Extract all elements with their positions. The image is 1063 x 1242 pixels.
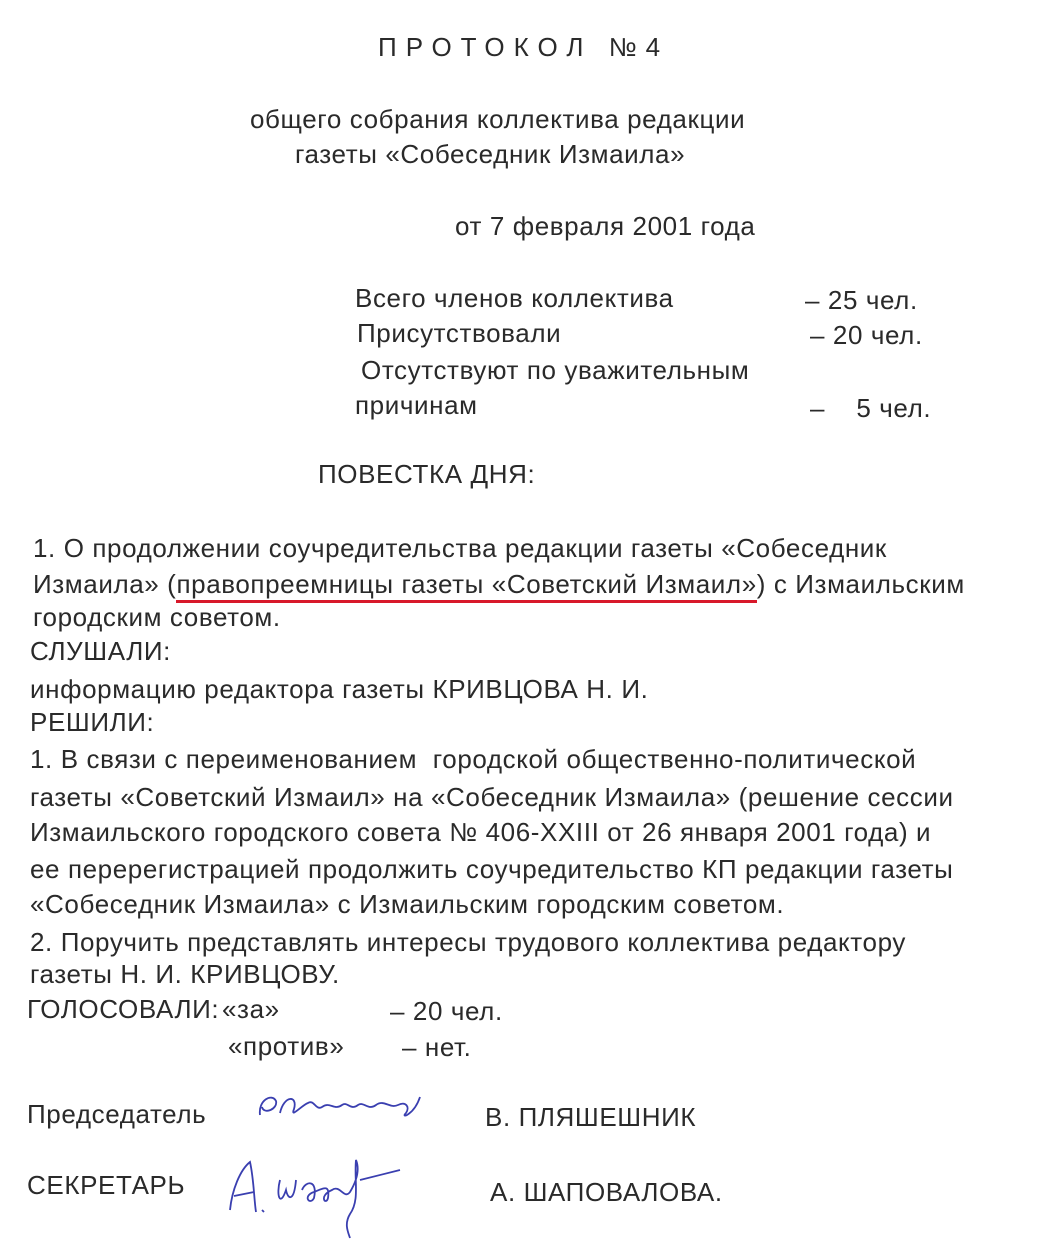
decision-line: 1. В связи с переименованием городской общественно-политической	[30, 744, 917, 774]
vote-label: ГОЛОСОВАЛИ:	[27, 994, 220, 1024]
agenda-heading: ПОВЕСТКА ДНЯ:	[318, 459, 536, 489]
decision-line: газеты «Советский Измаил» на «Собеседник Измаила» (решение сессии	[30, 782, 954, 812]
total-label: Всего членов коллектива	[355, 283, 674, 313]
chair-signature	[250, 1085, 430, 1130]
heard-label: СЛУШАЛИ:	[30, 636, 172, 666]
decision-line: газеты Н. И. КРИВЦОВУ.	[30, 959, 340, 989]
decision-line: 2. Поручить представлять интересы трудового коллектива редактору	[30, 927, 906, 957]
secretary-name: А. ШАПОВАЛОВА.	[490, 1177, 723, 1207]
agenda-line-3: городским советом.	[33, 602, 281, 632]
decided-label: РЕШИЛИ:	[30, 707, 155, 737]
present-value: – 20 чел.	[810, 320, 923, 350]
vote-for-value: – 20 чел.	[390, 996, 503, 1026]
decision-line: «Собеседник Измаила» с Измаильским городским советом.	[30, 889, 785, 919]
agenda-line-2-end: ) с Измаильским	[756, 569, 965, 599]
subtitle-line-2: газеты «Собеседник Измаила»	[295, 139, 686, 169]
agenda-line-2-start: Измаила» (	[33, 569, 177, 599]
total-value: – 25 чел.	[805, 285, 918, 315]
vote-against-label: «против»	[228, 1031, 345, 1061]
chair-name: В. ПЛЯШЕШНИК	[485, 1102, 697, 1132]
heard-text: информацию редактора газеты КРИВЦОВА Н. И.	[30, 674, 649, 704]
vote-for-label: «за»	[222, 994, 280, 1024]
absent-label-1: Отсутствуют по уважительным	[361, 355, 750, 385]
chair-label: Председатель	[27, 1099, 207, 1129]
document-date: от 7 февраля 2001 года	[455, 211, 756, 241]
absent-label-2: причинам	[355, 390, 478, 420]
absent-value: – 5 чел.	[810, 393, 932, 423]
present-label: Присутствовали	[357, 318, 562, 348]
document-title: ПРОТОКОЛ №4	[378, 32, 670, 62]
agenda-line-1: 1. О продолжении соучредительства редакции газеты «Собеседник	[33, 533, 887, 563]
secretary-label: СЕКРЕТАРЬ	[27, 1170, 186, 1200]
vote-against-value: – нет.	[402, 1032, 472, 1062]
underlined-phrase: правопреемницы газеты «Советский Измаил»	[176, 569, 756, 603]
subtitle-line-1: общего собрания коллектива редакции	[250, 104, 746, 134]
secretary-signature	[210, 1140, 460, 1240]
decision-line: Измаильского городского совета № 406-XXIII от 26 января 2001 года) и	[30, 817, 932, 847]
agenda-line-2	[33, 567, 965, 601]
decision-line: ее перерегистрацией продолжить соучредительство КП редакции газеты	[30, 854, 954, 884]
